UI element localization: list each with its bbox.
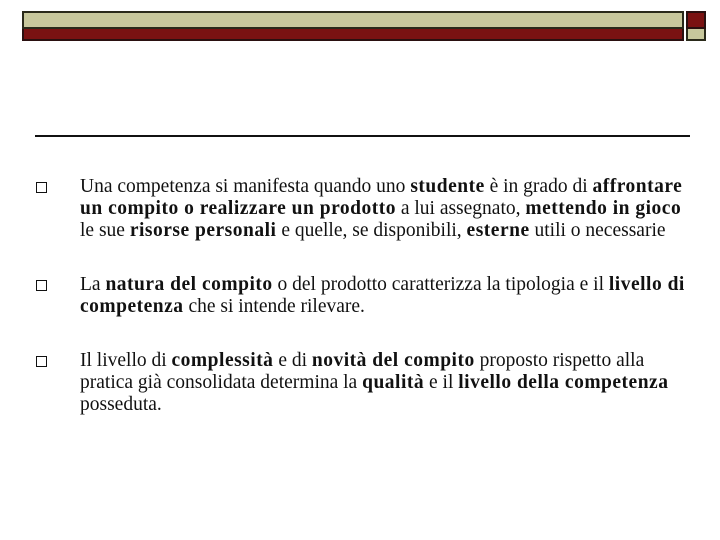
hollow-square-icon — [36, 280, 47, 291]
bullet-text — [80, 176, 686, 242]
bold-segment: complessità — [171, 350, 274, 371]
header-banner-red — [22, 29, 684, 41]
text-segment: e il — [424, 372, 459, 393]
bold-segment: risorse personali — [129, 220, 277, 241]
text-segment: a lui assegnato, — [395, 198, 526, 219]
text-segment: è in grado di — [484, 176, 593, 197]
hollow-square-icon — [36, 182, 47, 193]
bullet-item — [36, 350, 686, 416]
text-segment: che si intende rilevare. — [183, 296, 365, 317]
bold-segment: affrontare un compito o realizzare un prodotto — [80, 176, 683, 219]
bold-segment: natura del compito — [105, 274, 273, 295]
header-corner-dark — [686, 11, 706, 29]
text-segment: utili o necessarie — [529, 220, 666, 241]
hollow-square-icon — [36, 356, 47, 367]
bold-segment: livello della competenza — [458, 372, 669, 393]
bold-segment: studente — [410, 176, 485, 197]
bullet-text — [80, 274, 686, 318]
text-segment: le sue — [80, 220, 130, 241]
text-segment: La — [80, 274, 106, 295]
bullet-item — [36, 176, 686, 242]
bullet-text — [80, 350, 686, 416]
header-corner-light — [686, 29, 706, 41]
header-banner-olive — [22, 11, 684, 29]
bold-segment: mettendo in gioco — [525, 198, 682, 219]
bullet-list — [36, 176, 686, 448]
bold-segment: novità del compito — [311, 350, 475, 371]
text-segment: proposto rispetto alla pratica già consolidata determina la — [80, 350, 645, 393]
text-segment: e quelle, se disponibili, — [276, 220, 467, 241]
bullet-item — [36, 274, 686, 318]
bold-segment: livello di competenza — [80, 274, 685, 317]
text-segment: e di — [273, 350, 312, 371]
title-divider — [35, 135, 690, 137]
text-segment: posseduta. — [80, 394, 162, 415]
bold-segment: qualità — [362, 372, 425, 393]
text-segment: Una competenza si manifesta quando uno — [80, 176, 411, 197]
text-segment: o del prodotto caratterizza la tipologia e il — [272, 274, 609, 295]
text-segment: Il livello di — [80, 350, 172, 371]
bold-segment: esterne — [466, 220, 530, 241]
